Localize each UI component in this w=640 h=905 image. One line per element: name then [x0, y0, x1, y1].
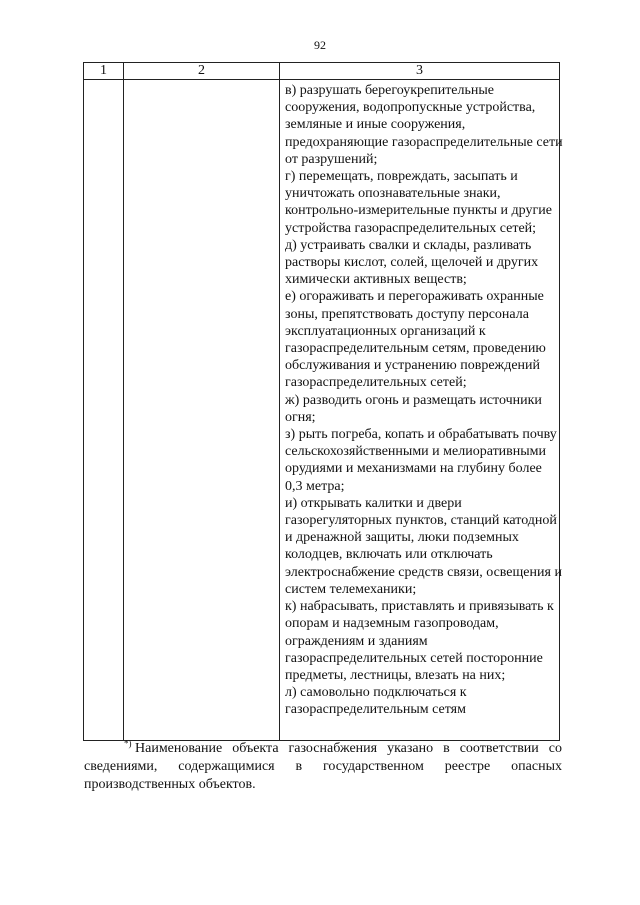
text-line: газорегуляторных пунктов, станций катодной — [285, 513, 557, 529]
footnote-line-1 — [84, 740, 562, 758]
footnote-first-word — [124, 740, 222, 758]
text-line: орудиями и механизмами на глубину более — [285, 461, 542, 477]
text-line: з) рыть погреба, копать и обрабатывать почву — [285, 427, 557, 443]
table-cell-col3 — [280, 80, 563, 741]
text-line: е) огораживать и перегораживать охранные — [285, 289, 544, 305]
footnote-word: сведениями, — [84, 759, 158, 774]
text-line: опорам и надземным газопроводам, — [285, 616, 499, 632]
text-line: устройства газораспределительных сетей; — [285, 220, 537, 236]
text-line: к) набрасывать, приставлять и привязывать к — [285, 599, 554, 615]
text-line: сельскохозяйственными и мелиоративными — [285, 444, 547, 460]
text-line: земляные и иные сооружения, — [285, 117, 466, 133]
footnote-word: со — [548, 741, 562, 756]
footnote-word: Наименование — [135, 741, 223, 756]
footnote-word: содержащимися — [178, 759, 275, 774]
text-line: предохраняющие газораспределительные сети — [285, 134, 563, 150]
text-line: газораспределительным сетям — [285, 702, 466, 718]
text-line: колодцев, включать или отключать — [285, 547, 493, 563]
footnote-line-2 — [84, 758, 562, 776]
text-line: газораспределительных сетей посторонние — [285, 650, 543, 666]
text-line: контрольно-измерительные пункты и другие — [285, 203, 552, 219]
footnote-marker: *) — [124, 738, 132, 749]
footnote-word: газоснабжения — [288, 741, 378, 756]
table-header-row — [84, 63, 560, 80]
page-number: 92 — [314, 38, 326, 52]
footnote — [84, 740, 562, 794]
footnote-word: в — [443, 741, 450, 756]
footnote-word: в — [295, 759, 303, 774]
text-line: и) открывать калитки и двери — [285, 495, 462, 511]
text-line: л) самовольно подключаться к — [285, 685, 467, 701]
footnote-word: государственном — [323, 759, 424, 774]
text-line: огня; — [285, 409, 316, 425]
footnote-word: опасных — [511, 759, 562, 774]
footnote-word: объекта — [232, 741, 279, 756]
text-line: ж) разводить огонь и размещать источники — [285, 392, 542, 408]
text-line: сооружения, водопропускные устройства, — [285, 100, 536, 116]
footnote-word: соответствии — [459, 741, 539, 756]
footnote-word: указано — [387, 741, 434, 756]
column-header-2: 2 — [124, 63, 280, 80]
text-line: уничтожать опознавательные знаки, — [285, 186, 501, 202]
footnote-line-3: производственных объектов. — [84, 777, 256, 792]
text-line: электроснабжение средств связи, освещения и — [285, 564, 562, 580]
text-line: и дренажной защиты, люки подземных — [285, 530, 519, 546]
table-row — [84, 80, 560, 741]
text-line: зоны, препятствовать доступу персонала — [285, 306, 529, 322]
text-line: газораспределительным сетям, проведению — [285, 341, 546, 357]
restrictions-text — [280, 80, 563, 719]
text-line: эксплуатационных организаций к — [285, 323, 486, 339]
text-line: ограждениям и зданиям — [285, 633, 428, 649]
text-line: растворы кислот, солей, щелочей и других — [285, 255, 539, 271]
column-header-3: 3 — [280, 63, 560, 80]
text-line: в) разрушать берегоукрепительные — [285, 83, 495, 98]
text-line: 0,3 метра; — [285, 478, 345, 494]
text-line: систем телемеханики; — [285, 581, 417, 597]
text-line: обслуживания и устранению повреждений — [285, 358, 541, 374]
requirements-table — [83, 62, 563, 741]
footnote-word: реестре — [444, 759, 491, 774]
text-line: д) устраивать свалки и склады, разливать — [285, 237, 532, 253]
text-line: химически активных веществ; — [285, 272, 467, 288]
text-line: газораспределительных сетей; — [285, 375, 467, 391]
column-header-1: 1 — [84, 63, 124, 80]
text-line: от разрушений; — [285, 151, 378, 167]
table-cell-col1 — [84, 80, 124, 741]
table-cell-col2 — [124, 80, 280, 741]
text-line: предметы, лестницы, влезать на них; — [285, 667, 506, 683]
text-line: г) перемещать, повреждать, засыпать и — [285, 169, 518, 185]
